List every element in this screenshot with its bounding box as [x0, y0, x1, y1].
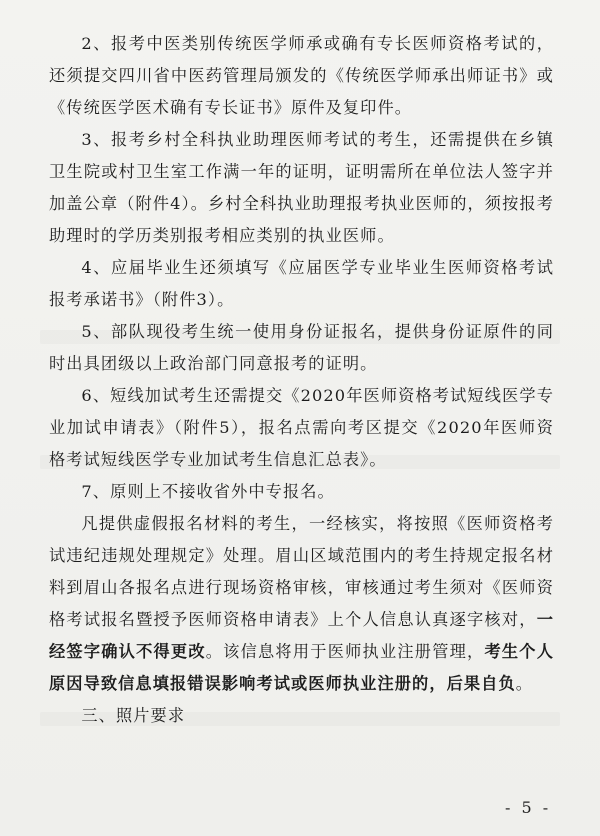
- closing-bold-notice-2: 考生个人原因导致信息填报错误影响考试或医师执业注册的，后果自负: [49, 642, 554, 693]
- paragraph-item-4: 4、应届毕业生还须填写《应届医学专业毕业生医师资格考试报考承诺书》（附件3）。: [49, 258, 554, 309]
- page-number: - 5 -: [505, 798, 552, 817]
- closing-text-part2: 。该信息将用于医师执业注册管理，: [205, 642, 485, 661]
- paragraph-item-6: 6、短线加试考生还需提交《2020年医师资格考试短线医学专业加试申请表》（附件5），报名点需向考区提交《2020年医师资格考试短线医学专业加试考生信息汇总表》。: [49, 386, 554, 469]
- closing-paragraph: [49, 508, 554, 700]
- closing-text-part1: 凡提供虚假报名材料的考生，一经核实，将按照《医师资格考试违纪违规处理规定》处理。眉山区域范围内的考生持规定报名材料到眉山各报名点进行现场资格审核，审核通过考生须对《医师资格考试报名暨授予医师资格申请表》上个人信息认真逐字核对，: [49, 514, 554, 629]
- section-heading: 三、照片要求: [81, 706, 186, 725]
- paragraph-item-7: 7、原则上不接收省外中专报名。: [81, 482, 335, 501]
- paragraph-item-2: 2、报考中医类别传统医学师承或确有专长医师资格考试的，还须提交四川省中医药管理局颁发的《传统医学师承出师证书》或《传统医学医术确有专长证书》原件及复印件。: [49, 34, 554, 117]
- document-body: [49, 28, 554, 732]
- closing-bold-notice-1: 一经签字确认不得更改: [49, 610, 554, 661]
- paragraph-item-5: 5、部队现役考生统一使用身份证报名，提供身份证原件的同时出具团级以上政治部门同意报考的证明。: [49, 322, 554, 373]
- paragraph-item-3: 3、报考乡村全科执业助理医师考试的考生，还需提供在乡镇卫生院或村卫生室工作满一年的证明，证明需所在单位法人签字并加盖公章（附件4）。乡村全科执业助理报考执业医师的，须按报考助理时的学历类别报考相应类别的执业医师。: [49, 130, 554, 245]
- closing-text-part3: 。: [515, 674, 534, 693]
